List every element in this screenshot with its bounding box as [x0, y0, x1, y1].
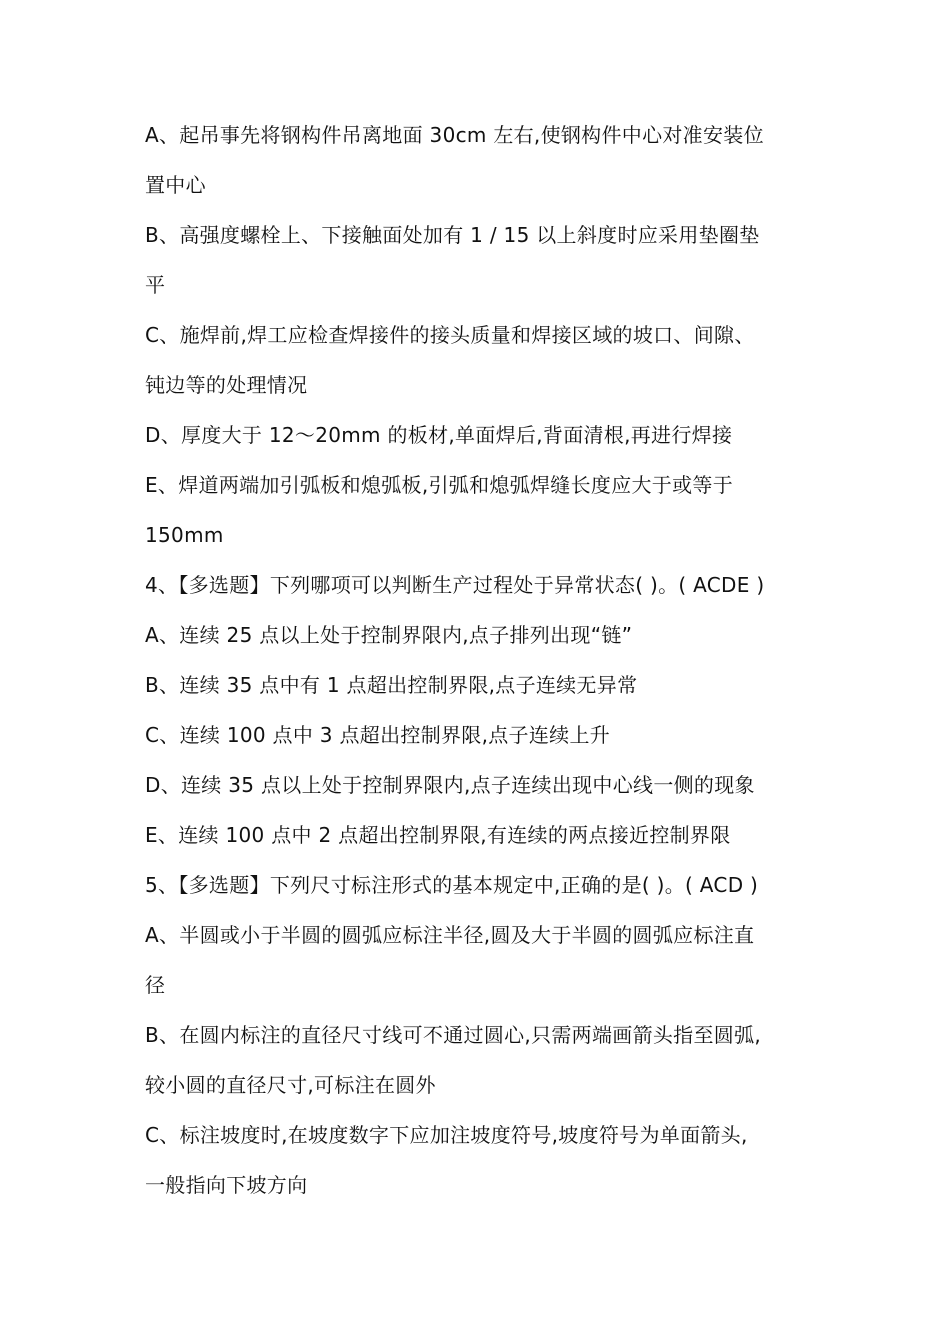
q5-option-b-line-1: B、在圆内标注的直径尺寸线可不通过圆心,只需两端画箭头指至圆弧,	[145, 1023, 762, 1047]
q5-option-c-line-1: C、标注坡度时,在坡度数字下应加注坡度符号,坡度符号为单面箭头,	[145, 1123, 748, 1147]
option-b-line-2: 平	[145, 273, 166, 297]
q5-option-a-line-2: 径	[145, 973, 166, 997]
option-e-line-2: 150mm	[145, 523, 224, 547]
q4-option-a: A、连续 25 点以上处于控制界限内,点子排列出现“链”	[145, 623, 633, 647]
q4-option-c: C、连续 100 点中 3 点超出控制界限,点子连续上升	[145, 723, 611, 747]
q5-option-b-line-2: 较小圆的直径尺寸,可标注在圆外	[145, 1073, 436, 1097]
option-d-line: D、厚度大于 12～20mm 的板材,单面焊后,背面清根,再进行焊接	[145, 423, 733, 447]
q4-option-e: E、连续 100 点中 2 点超出控制界限,有连续的两点接近控制界限	[145, 823, 731, 847]
option-c-line-2: 钝边等的处理情况	[145, 373, 308, 397]
option-a-line-1: A、起吊事先将钢构件吊离地面 30cm 左右,使钢构件中心对准安装位	[145, 123, 764, 147]
q4-option-b: B、连续 35 点中有 1 点超出控制界限,点子连续无异常	[145, 673, 638, 697]
option-c-line-1: C、施焊前,焊工应检查焊接件的接头质量和焊接区域的坡口、间隙、	[145, 323, 755, 347]
question-4: 4、【多选题】下列哪项可以判断生产过程处于异常状态( )。( ACDE )	[145, 573, 765, 597]
q5-option-c-line-2: 一般指向下坡方向	[145, 1173, 308, 1197]
q4-option-d: D、连续 35 点以上处于控制界限内,点子连续出现中心线一侧的现象	[145, 773, 755, 797]
q5-option-a-line-1: A、半圆或小于半圆的圆弧应标注半径,圆及大于半圆的圆弧应标注直	[145, 923, 755, 947]
option-b-line-1: B、高强度螺栓上、下接触面处加有 1 / 15 以上斜度时应采用垫圈垫	[145, 223, 760, 247]
option-e-line-1: E、焊道两端加引弧板和熄弧板,引弧和熄弧焊缝长度应大于或等于	[145, 473, 733, 497]
question-5: 5、【多选题】下列尺寸标注形式的基本规定中,正确的是( )。( ACD )	[145, 873, 759, 897]
option-a-line-2: 置中心	[145, 173, 206, 197]
